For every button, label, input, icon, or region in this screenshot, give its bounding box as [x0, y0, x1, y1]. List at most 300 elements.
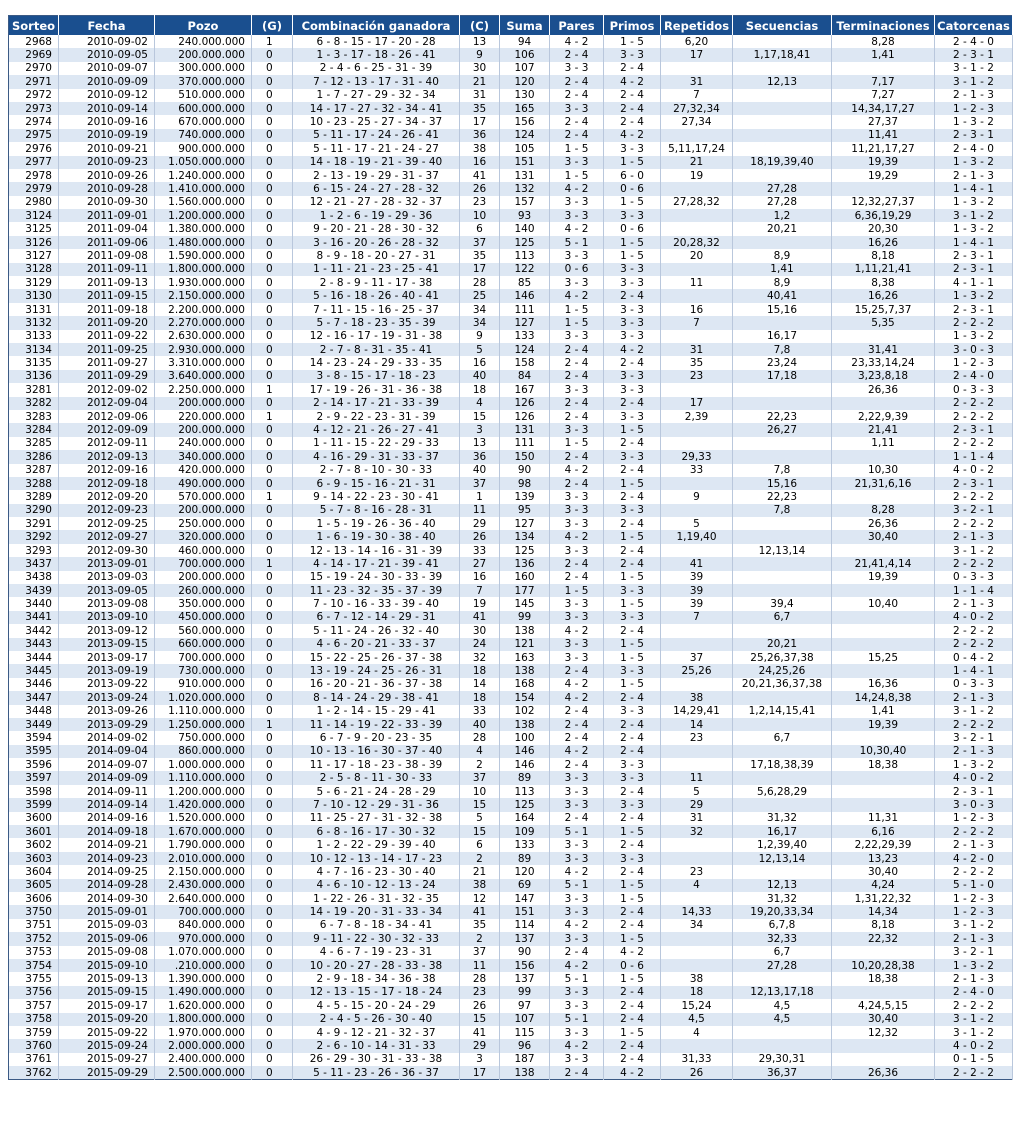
cell-primos: 3 - 3	[604, 798, 661, 811]
cell-secuencias: 36,37	[733, 1066, 832, 1080]
cell-fecha: 2012-09-06	[59, 410, 155, 423]
cell-sorteo: 3758	[9, 1013, 59, 1026]
cell-suma: 146	[500, 289, 550, 302]
cell-suma: 84	[500, 370, 550, 383]
cell-pares: 0 - 6	[550, 263, 604, 276]
cell-terminaciones: 8,18	[832, 919, 935, 932]
cell-suma: 90	[500, 946, 550, 959]
cell-catorcenas: 3 - 1 - 2	[935, 1013, 1013, 1026]
cell-sorteo: 2975	[9, 129, 59, 142]
cell-combinacion: 1 - 5 - 19 - 26 - 36 - 40	[293, 517, 460, 530]
cell-fecha: 2012-09-02	[59, 383, 155, 396]
cell-primos: 2 - 4	[604, 1013, 661, 1026]
cell-primos: 2 - 4	[604, 102, 661, 115]
cell-secuencias: 32,33	[733, 932, 832, 945]
cell-suma: 125	[500, 798, 550, 811]
cell-pozo: 970.000.000	[155, 932, 252, 945]
cell-primos: 1 - 5	[604, 196, 661, 209]
cell-g: 0	[252, 1053, 293, 1066]
table-row	[9, 249, 1013, 262]
cell-pares: 2 - 4	[550, 115, 604, 128]
cell-pares: 3 - 3	[550, 544, 604, 557]
cell-secuencias: 22,23	[733, 410, 832, 423]
cell-g: 0	[252, 852, 293, 865]
cell-terminaciones: 1,11,21,41	[832, 263, 935, 276]
cell-pares: 3 - 3	[550, 932, 604, 945]
cell-sorteo: 3131	[9, 303, 59, 316]
cell-c: 17	[460, 115, 500, 128]
table-row	[9, 156, 1013, 169]
cell-catorcenas: 1 - 3 - 2	[935, 156, 1013, 169]
cell-combinacion: 14 - 23 - 24 - 29 - 33 - 35	[293, 356, 460, 369]
table-row	[9, 437, 1013, 450]
cell-suma: 157	[500, 196, 550, 209]
cell-pozo: 200.000.000	[155, 504, 252, 517]
cell-primos: 0 - 6	[604, 182, 661, 195]
cell-g: 0	[252, 771, 293, 784]
cell-secuencias: 40,41	[733, 289, 832, 302]
cell-primos: 2 - 4	[604, 397, 661, 410]
cell-sorteo: 3292	[9, 530, 59, 543]
cell-g: 1	[252, 410, 293, 423]
cell-repetidos: 31	[661, 343, 733, 356]
cell-secuencias	[733, 142, 832, 155]
cell-secuencias: 27,28	[733, 196, 832, 209]
cell-secuencias	[733, 169, 832, 182]
cell-g: 0	[252, 477, 293, 490]
cell-pozo: 510.000.000	[155, 89, 252, 102]
table-row	[9, 879, 1013, 892]
cell-combinacion: 15 - 19 - 24 - 30 - 33 - 39	[293, 571, 460, 584]
cell-pares: 3 - 3	[550, 490, 604, 503]
cell-pozo: 670.000.000	[155, 115, 252, 128]
cell-secuencias: 15,16	[733, 477, 832, 490]
cell-primos: 3 - 3	[604, 504, 661, 517]
cell-repetidos: 35	[661, 356, 733, 369]
cell-catorcenas: 4 - 0 - 2	[935, 611, 1013, 624]
cell-pozo: 2.400.000.000	[155, 1053, 252, 1066]
table-row	[9, 905, 1013, 918]
cell-suma: 105	[500, 142, 550, 155]
cell-primos: 0 - 6	[604, 222, 661, 235]
cell-sorteo: 3599	[9, 798, 59, 811]
cell-pares: 5 - 1	[550, 236, 604, 249]
cell-primos: 3 - 3	[604, 410, 661, 423]
cell-sorteo: 3446	[9, 678, 59, 691]
cell-primos: 2 - 4	[604, 865, 661, 878]
cell-catorcenas: 2 - 1 - 3	[935, 932, 1013, 945]
cell-sorteo: 3136	[9, 370, 59, 383]
cell-terminaciones	[832, 62, 935, 75]
table-row	[9, 423, 1013, 436]
cell-suma: 98	[500, 477, 550, 490]
cell-suma: 99	[500, 611, 550, 624]
cell-suma: 121	[500, 638, 550, 651]
cell-g: 0	[252, 530, 293, 543]
cell-g: 0	[252, 356, 293, 369]
cell-terminaciones: 16,36	[832, 678, 935, 691]
cell-primos: 1 - 5	[604, 1026, 661, 1039]
cell-pares: 2 - 4	[550, 356, 604, 369]
cell-pozo: 300.000.000	[155, 62, 252, 75]
cell-catorcenas: 1 - 2 - 3	[935, 892, 1013, 905]
cell-suma: 168	[500, 678, 550, 691]
cell-combinacion: 2 - 9 - 22 - 23 - 31 - 39	[293, 410, 460, 423]
cell-g: 0	[252, 999, 293, 1012]
cell-primos: 3 - 3	[604, 852, 661, 865]
cell-terminaciones: 10,20,28,38	[832, 959, 935, 972]
cell-primos: 3 - 3	[604, 370, 661, 383]
cell-secuencias	[733, 530, 832, 543]
cell-sorteo: 3752	[9, 932, 59, 945]
cell-repetidos	[661, 222, 733, 235]
cell-secuencias: 12,13	[733, 75, 832, 88]
cell-catorcenas: 2 - 4 - 0	[935, 142, 1013, 155]
cell-fecha: 2012-09-30	[59, 544, 155, 557]
cell-primos: 2 - 4	[604, 986, 661, 999]
table-row	[9, 1013, 1013, 1026]
cell-catorcenas: 2 - 3 - 1	[935, 48, 1013, 61]
cell-pozo: 560.000.000	[155, 624, 252, 637]
table-row	[9, 169, 1013, 182]
column-header-pares: Pares	[550, 16, 604, 36]
cell-c: 33	[460, 544, 500, 557]
cell-primos: 2 - 4	[604, 785, 661, 798]
table-row	[9, 986, 1013, 999]
table-row	[9, 597, 1013, 610]
cell-secuencias: 5,6,28,29	[733, 785, 832, 798]
cell-primos: 2 - 4	[604, 838, 661, 851]
cell-secuencias: 8,9	[733, 249, 832, 262]
cell-fecha: 2014-09-23	[59, 852, 155, 865]
cell-fecha: 2011-09-15	[59, 289, 155, 302]
cell-g: 0	[252, 825, 293, 838]
cell-suma: 133	[500, 838, 550, 851]
cell-pozo: 2.150.000.000	[155, 289, 252, 302]
cell-pozo: 1.800.000.000	[155, 1013, 252, 1026]
cell-repetidos: 31	[661, 75, 733, 88]
cell-combinacion: 7 - 12 - 13 - 17 - 31 - 40	[293, 75, 460, 88]
cell-g: 0	[252, 571, 293, 584]
cell-terminaciones: 19,29	[832, 169, 935, 182]
cell-secuencias: 31,32	[733, 812, 832, 825]
cell-sorteo: 3603	[9, 852, 59, 865]
cell-c: 30	[460, 62, 500, 75]
cell-g: 0	[252, 919, 293, 932]
table-row	[9, 142, 1013, 155]
table-row	[9, 530, 1013, 543]
cell-suma: 138	[500, 664, 550, 677]
cell-pares: 3 - 3	[550, 999, 604, 1012]
cell-terminaciones: 6,16	[832, 825, 935, 838]
cell-combinacion: 5 - 11 - 23 - 26 - 36 - 37	[293, 1066, 460, 1080]
cell-primos: 1 - 5	[604, 571, 661, 584]
cell-suma: 111	[500, 303, 550, 316]
cell-pozo: 1.930.000.000	[155, 276, 252, 289]
cell-fecha: 2014-09-28	[59, 879, 155, 892]
cell-c: 34	[460, 303, 500, 316]
cell-pozo: 2.000.000.000	[155, 1039, 252, 1052]
cell-primos: 3 - 3	[604, 771, 661, 784]
cell-g: 0	[252, 1026, 293, 1039]
cell-g: 0	[252, 705, 293, 718]
cell-fecha: 2011-09-13	[59, 276, 155, 289]
cell-g: 0	[252, 544, 293, 557]
column-header-catorcenas: Catorcenas	[935, 16, 1013, 36]
cell-repetidos: 41	[661, 557, 733, 570]
cell-pares: 3 - 3	[550, 611, 604, 624]
cell-secuencias: 12,13,14	[733, 852, 832, 865]
cell-combinacion: 16 - 20 - 21 - 36 - 37 - 38	[293, 678, 460, 691]
cell-pares: 4 - 2	[550, 35, 604, 48]
cell-g: 0	[252, 343, 293, 356]
table-row	[9, 758, 1013, 771]
cell-catorcenas: 3 - 1 - 2	[935, 705, 1013, 718]
cell-catorcenas: 2 - 2 - 2	[935, 410, 1013, 423]
cell-catorcenas: 2 - 2 - 2	[935, 437, 1013, 450]
cell-sorteo: 3444	[9, 651, 59, 664]
cell-terminaciones: 3,23,8,18	[832, 370, 935, 383]
cell-secuencias	[733, 972, 832, 985]
cell-secuencias: 4,5	[733, 999, 832, 1012]
cell-repetidos: 31	[661, 812, 733, 825]
cell-fecha: 2011-09-29	[59, 370, 155, 383]
table-row	[9, 1039, 1013, 1052]
cell-fecha: 2012-09-11	[59, 437, 155, 450]
cell-pares: 3 - 3	[550, 1026, 604, 1039]
cell-terminaciones	[832, 450, 935, 463]
cell-c: 28	[460, 276, 500, 289]
cell-terminaciones: 19,39	[832, 156, 935, 169]
cell-g: 0	[252, 758, 293, 771]
cell-catorcenas: 2 - 2 - 2	[935, 316, 1013, 329]
cell-secuencias: 18,19,39,40	[733, 156, 832, 169]
cell-c: 36	[460, 450, 500, 463]
cell-g: 0	[252, 879, 293, 892]
cell-pozo: 200.000.000	[155, 397, 252, 410]
cell-pozo: 1.050.000.000	[155, 156, 252, 169]
cell-suma: 151	[500, 905, 550, 918]
cell-g: 0	[252, 397, 293, 410]
cell-catorcenas: 2 - 2 - 2	[935, 557, 1013, 570]
cell-terminaciones: 26,36	[832, 517, 935, 530]
cell-terminaciones	[832, 624, 935, 637]
cell-suma: 160	[500, 571, 550, 584]
cell-fecha: 2012-09-27	[59, 530, 155, 543]
cell-terminaciones: 21,31,6,16	[832, 477, 935, 490]
cell-combinacion: 1 - 7 - 27 - 29 - 32 - 34	[293, 89, 460, 102]
cell-terminaciones: 12,32	[832, 1026, 935, 1039]
table-row	[9, 691, 1013, 704]
cell-primos: 1 - 5	[604, 678, 661, 691]
cell-combinacion: 15 - 22 - 25 - 26 - 37 - 38	[293, 651, 460, 664]
cell-repetidos	[661, 852, 733, 865]
cell-g: 0	[252, 1013, 293, 1026]
cell-suma: 120	[500, 865, 550, 878]
cell-fecha: 2012-09-25	[59, 517, 155, 530]
table-row	[9, 959, 1013, 972]
cell-pares: 2 - 4	[550, 48, 604, 61]
cell-catorcenas: 3 - 1 - 2	[935, 919, 1013, 932]
cell-suma: 140	[500, 222, 550, 235]
cell-pozo: 250.000.000	[155, 517, 252, 530]
cell-pares: 3 - 3	[550, 249, 604, 262]
cell-pares: 4 - 2	[550, 182, 604, 195]
cell-secuencias: 1,17,18,41	[733, 48, 832, 61]
cell-catorcenas: 2 - 1 - 3	[935, 597, 1013, 610]
cell-sorteo: 3602	[9, 838, 59, 851]
cell-pozo: 740.000.000	[155, 129, 252, 142]
cell-secuencias: 4,5	[733, 1013, 832, 1026]
cell-g: 0	[252, 905, 293, 918]
cell-catorcenas: 1 - 1 - 4	[935, 584, 1013, 597]
cell-c: 37	[460, 946, 500, 959]
table-row	[9, 705, 1013, 718]
table-row	[9, 1066, 1013, 1080]
cell-catorcenas: 2 - 1 - 3	[935, 691, 1013, 704]
cell-secuencias: 17,18	[733, 370, 832, 383]
cell-primos: 2 - 4	[604, 115, 661, 128]
cell-primos: 2 - 4	[604, 544, 661, 557]
cell-g: 0	[252, 276, 293, 289]
cell-pares: 1 - 5	[550, 169, 604, 182]
cell-sorteo: 3759	[9, 1026, 59, 1039]
cell-c: 11	[460, 959, 500, 972]
cell-secuencias: 12,13,17,18	[733, 986, 832, 999]
cell-fecha: 2010-09-09	[59, 75, 155, 88]
cell-repetidos	[661, 263, 733, 276]
cell-c: 16	[460, 356, 500, 369]
cell-sorteo: 3281	[9, 383, 59, 396]
cell-sorteo: 3442	[9, 624, 59, 637]
cell-sorteo: 3289	[9, 490, 59, 503]
cell-pozo: .210.000.000	[155, 959, 252, 972]
cell-catorcenas: 2 - 3 - 1	[935, 129, 1013, 142]
cell-pares: 3 - 3	[550, 156, 604, 169]
cell-primos: 3 - 3	[604, 276, 661, 289]
cell-catorcenas: 2 - 3 - 1	[935, 423, 1013, 436]
cell-primos: 1 - 5	[604, 879, 661, 892]
cell-pares: 4 - 2	[550, 1039, 604, 1052]
cell-pares: 2 - 4	[550, 89, 604, 102]
cell-repetidos	[661, 437, 733, 450]
cell-suma: 96	[500, 1039, 550, 1052]
cell-primos: 1 - 5	[604, 597, 661, 610]
cell-suma: 93	[500, 209, 550, 222]
cell-pozo: 200.000.000	[155, 48, 252, 61]
cell-g: 0	[252, 182, 293, 195]
cell-catorcenas: 3 - 1 - 2	[935, 1026, 1013, 1039]
cell-c: 27	[460, 557, 500, 570]
cell-sorteo: 3286	[9, 450, 59, 463]
cell-catorcenas: 0 - 4 - 2	[935, 651, 1013, 664]
table-row	[9, 892, 1013, 905]
cell-fecha: 2014-09-16	[59, 812, 155, 825]
cell-repetidos: 38	[661, 691, 733, 704]
cell-g: 0	[252, 464, 293, 477]
cell-secuencias: 8,9	[733, 276, 832, 289]
cell-combinacion: 11 - 14 - 19 - 22 - 33 - 39	[293, 718, 460, 731]
cell-suma: 154	[500, 691, 550, 704]
cell-c: 12	[460, 892, 500, 905]
cell-fecha: 2013-09-24	[59, 691, 155, 704]
cell-terminaciones	[832, 1053, 935, 1066]
cell-c: 38	[460, 879, 500, 892]
cell-c: 10	[460, 785, 500, 798]
cell-combinacion: 11 - 17 - 18 - 23 - 38 - 39	[293, 758, 460, 771]
cell-repetidos: 34	[661, 919, 733, 932]
cell-c: 41	[460, 169, 500, 182]
cell-c: 33	[460, 705, 500, 718]
cell-pares: 1 - 5	[550, 303, 604, 316]
table-row	[9, 410, 1013, 423]
cell-c: 9	[460, 48, 500, 61]
cell-primos: 1 - 5	[604, 156, 661, 169]
cell-primos: 2 - 4	[604, 89, 661, 102]
cell-primos: 2 - 4	[604, 356, 661, 369]
cell-c: 15	[460, 410, 500, 423]
cell-c: 11	[460, 504, 500, 517]
cell-fecha: 2013-09-19	[59, 664, 155, 677]
cell-suma: 151	[500, 156, 550, 169]
cell-repetidos: 15,24	[661, 999, 733, 1012]
cell-combinacion: 12 - 13 - 15 - 17 - 18 - 24	[293, 986, 460, 999]
cell-sorteo: 2968	[9, 35, 59, 48]
cell-secuencias: 7,8	[733, 343, 832, 356]
cell-catorcenas: 1 - 2 - 3	[935, 356, 1013, 369]
cell-sorteo: 3284	[9, 423, 59, 436]
cell-c: 3	[460, 1053, 500, 1066]
cell-catorcenas: 4 - 2 - 0	[935, 852, 1013, 865]
cell-suma: 94	[500, 35, 550, 48]
cell-primos: 1 - 5	[604, 35, 661, 48]
cell-g: 0	[252, 986, 293, 999]
cell-pozo: 490.000.000	[155, 477, 252, 490]
cell-suma: 85	[500, 276, 550, 289]
cell-sorteo: 2979	[9, 182, 59, 195]
cell-terminaciones	[832, 330, 935, 343]
cell-secuencias	[733, 584, 832, 597]
cell-terminaciones	[832, 397, 935, 410]
cell-secuencias: 6,7,8	[733, 919, 832, 932]
cell-repetidos	[661, 383, 733, 396]
cell-pares: 3 - 3	[550, 838, 604, 851]
cell-sorteo: 3127	[9, 249, 59, 262]
cell-catorcenas: 1 - 3 - 2	[935, 222, 1013, 235]
cell-repetidos: 11	[661, 771, 733, 784]
cell-suma: 102	[500, 705, 550, 718]
cell-suma: 109	[500, 825, 550, 838]
cell-terminaciones: 10,40	[832, 597, 935, 610]
cell-pares: 3 - 3	[550, 209, 604, 222]
cell-pares: 4 - 2	[550, 745, 604, 758]
cell-repetidos	[661, 330, 733, 343]
cell-combinacion: 1 - 2 - 22 - 29 - 39 - 40	[293, 838, 460, 851]
cell-g: 0	[252, 517, 293, 530]
cell-g: 0	[252, 611, 293, 624]
cell-pares: 3 - 3	[550, 597, 604, 610]
cell-suma: 163	[500, 651, 550, 664]
cell-catorcenas: 2 - 2 - 2	[935, 1066, 1013, 1080]
cell-repetidos: 29,33	[661, 450, 733, 463]
cell-combinacion: 3 - 16 - 20 - 26 - 28 - 32	[293, 236, 460, 249]
cell-terminaciones	[832, 664, 935, 677]
cell-fecha: 2012-09-23	[59, 504, 155, 517]
cell-repetidos: 18	[661, 986, 733, 999]
cell-g: 0	[252, 142, 293, 155]
cell-suma: 113	[500, 785, 550, 798]
cell-primos: 2 - 4	[604, 691, 661, 704]
